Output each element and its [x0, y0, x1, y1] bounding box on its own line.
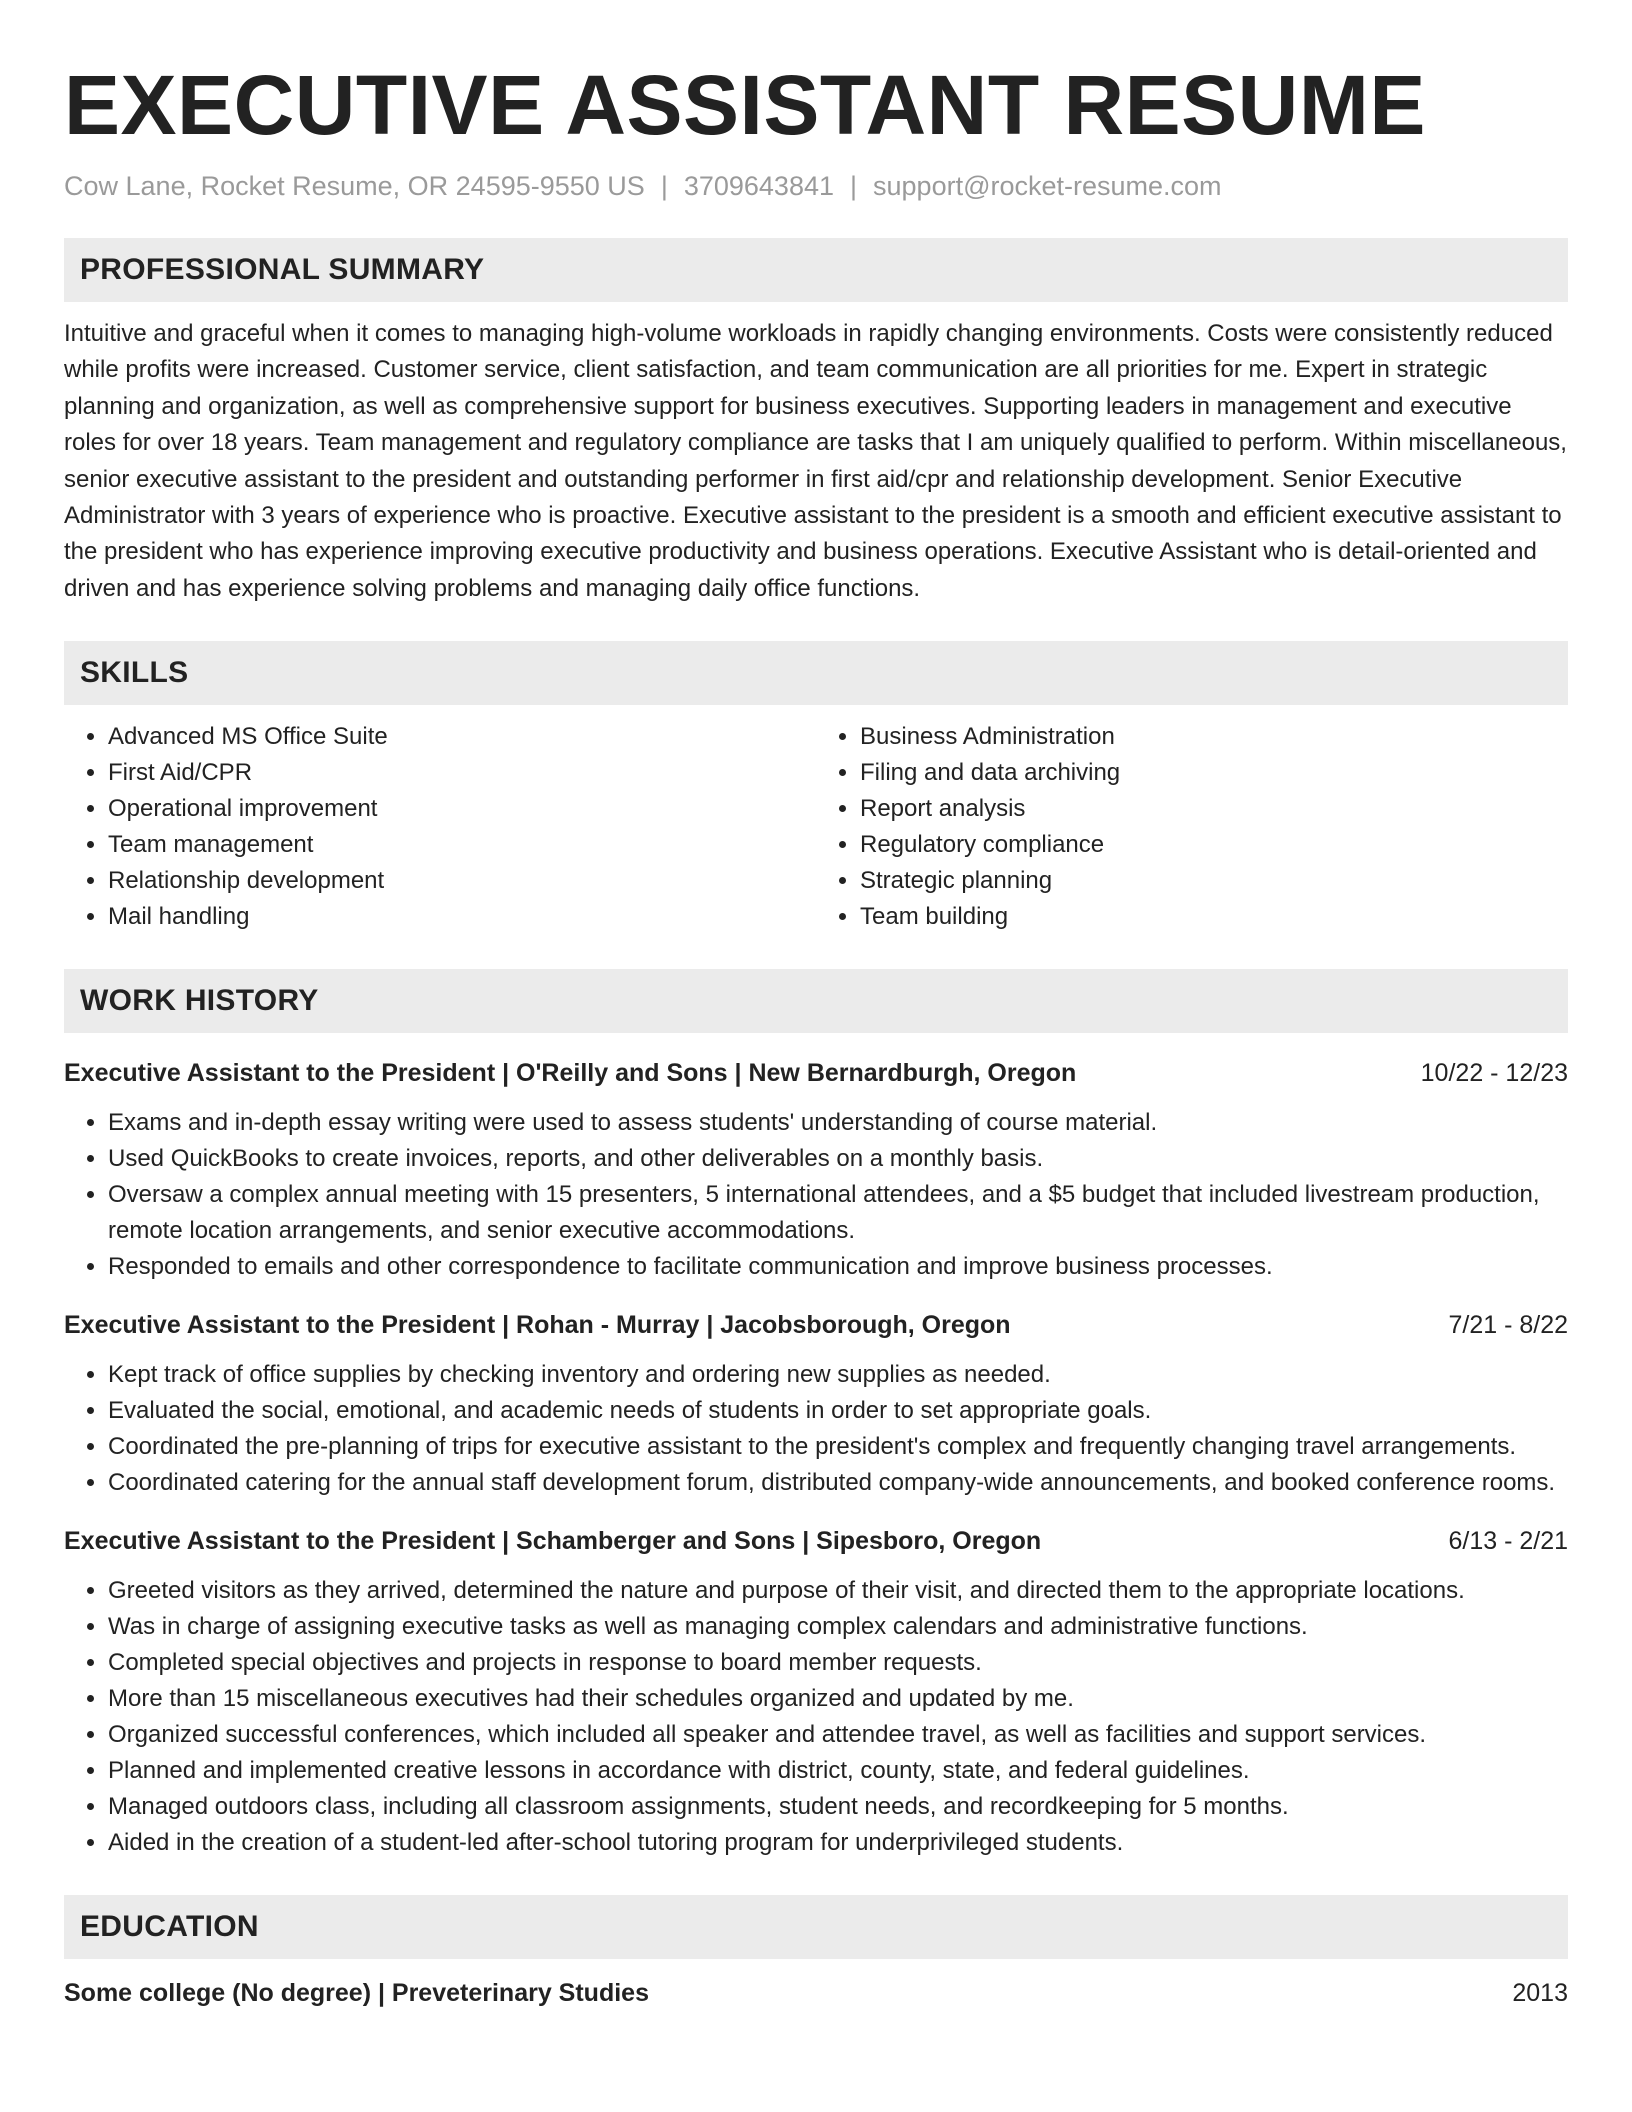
job-bullet: • Responded to emails and other correspondence to facilitate communication and improve business processes.: [108, 1249, 1568, 1285]
job-bullet: • Greeted visitors as they arrived, determined the nature and purpose of their visit, and directed them to the appropriate locations.: [108, 1573, 1568, 1609]
skills-column-right: [816, 719, 1568, 935]
job-bullet: • Coordinated catering for the annual staff development forum, distributed company-wide announcements, and booked conference rooms.: [108, 1465, 1568, 1501]
contact-email: support@rocket-resume.com: [873, 171, 1222, 201]
job-dates: 10/22 - 12/23: [1420, 1059, 1568, 1088]
skill-item: • Team management: [108, 827, 816, 863]
job-header: [64, 1307, 1568, 1343]
job-bullet: • Aided in the creation of a student-led after-school tutoring program for underprivileged students.: [108, 1825, 1568, 1861]
job-bullet: • Was in charge of assigning executive tasks as well as managing complex calendars and administrative functions.: [108, 1609, 1568, 1645]
job-bullet: • Kept track of office supplies by checking inventory and ordering new supplies as needed.: [108, 1357, 1568, 1393]
skill-item: • Regulatory compliance: [860, 827, 1568, 863]
summary-heading: PROFESSIONAL SUMMARY: [80, 253, 485, 286]
education-section-header: [64, 1895, 1568, 1959]
skill-item: • Relationship development: [108, 863, 816, 899]
contact-phone: 3709643841: [683, 171, 834, 201]
job-title: Executive Assistant to the President | Rohan - Murray | Jacobsborough, Oregon: [64, 1311, 1011, 1340]
skill-item: • Operational improvement: [108, 791, 816, 827]
job-bullet: • Used QuickBooks to create invoices, reports, and other deliverables on a monthly basis.: [108, 1141, 1568, 1177]
contact-line: [64, 168, 1568, 204]
education-header: [64, 1975, 1568, 2011]
job-bullet: • Evaluated the social, emotional, and academic needs of students in order to set appropriate goals.: [108, 1393, 1568, 1429]
job-title: Executive Assistant to the President | O'Reilly and Sons | New Bernardburgh, Oregon: [64, 1059, 1077, 1088]
skill-item: • Mail handling: [108, 899, 816, 935]
skills-heading: SKILLS: [80, 656, 189, 690]
contact-address: Cow Lane, Rocket Resume, OR 24595-9550 US: [64, 171, 645, 201]
skills-list: [64, 719, 1568, 935]
skill-item: • Team building: [860, 899, 1568, 935]
job-bullet: • Completed special objectives and projects in response to board member requests.: [108, 1645, 1568, 1681]
job-bullet: • More than 15 miscellaneous executives had their schedules organized and updated by me.: [108, 1681, 1568, 1717]
job-entry: [64, 1523, 1568, 1861]
job-title: Executive Assistant to the President | Schamberger and Sons | Sipesboro, Oregon: [64, 1527, 1042, 1556]
skill-item: • Filing and data archiving: [860, 755, 1568, 791]
skills-column-left: [64, 719, 816, 935]
skill-item: • Strategic planning: [860, 863, 1568, 899]
contact-separator: |: [850, 171, 858, 201]
job-header: [64, 1055, 1568, 1091]
education-heading: EDUCATION: [80, 1910, 259, 1944]
job-bullet: • Coordinated the pre-planning of trips for executive assistant to the president's complex and frequently changing travel arrangements.: [108, 1429, 1568, 1465]
skill-item: • Report analysis: [860, 791, 1568, 827]
summary-text: Intuitive and graceful when it comes to managing high-volume workloads in rapidly changing environments. Costs were consistently reduced while profits were increased. Customer service, client satisfaction, and team communication are all priorities for me. Expert in strategic planning and organization, as well as comprehensive support for business executives. Supporting leaders in management and executive roles for over 18 years. Team management and regulatory compliance are tasks that I am uniquely qualified to perform. Within miscellaneous, senior executive assistant to the president and outstanding performer in first aid/cpr and relationship development. Senior Executive Administrator with 3 years of experience who is proactive. Executive assistant to the president is a smooth and efficient executive assistant to the president who has experience improving executive productivity and business operations. Executive Assistant who is detail-oriented and driven and has experience solving problems and managing daily office functions.: [64, 320, 1567, 602]
job-bullet: • Planned and implemented creative lessons in accordance with district, county, state, and federal guidelines.: [108, 1753, 1568, 1789]
job-dates: 6/13 - 2/21: [1448, 1527, 1568, 1556]
education-entry: [64, 1975, 1568, 2011]
skill-item: • Business Administration: [860, 719, 1568, 755]
job-bullets: [64, 1573, 1568, 1861]
job-bullet: • Organized successful conferences, which included all speaker and attendee travel, as well as facilities and support services.: [108, 1717, 1568, 1753]
job-bullet: • Managed outdoors class, including all classroom assignments, student needs, and recordkeeping for 5 months.: [108, 1789, 1568, 1825]
job-header: [64, 1523, 1568, 1559]
skills-section-header: [64, 641, 1568, 705]
skill-item: • Advanced MS Office Suite: [108, 719, 816, 755]
job-bullets: [64, 1105, 1568, 1285]
job-entry: [64, 1307, 1568, 1501]
education-title: Some college (No degree) | Preveterinary Studies: [64, 1979, 649, 2008]
job-entry: [64, 1055, 1568, 1285]
job-bullet: • Exams and in-depth essay writing were used to assess students' understanding of course material.: [108, 1105, 1568, 1141]
work-heading: WORK HISTORY: [80, 984, 319, 1018]
resume-title: EXECUTIVE ASSISTANT RESUME: [64, 58, 1426, 152]
contact-separator: |: [660, 171, 668, 201]
work-section-header: [64, 969, 1568, 1033]
job-bullets: [64, 1357, 1568, 1501]
skill-item: • First Aid/CPR: [108, 755, 816, 791]
education-dates: 2013: [1512, 1979, 1568, 2008]
summary-section-header: [64, 238, 1568, 302]
job-bullet: • Oversaw a complex annual meeting with 15 presenters, 5 international attendees, and a $5 budget that included livestream production, remote location arrangements, and senior executive accommodations.: [108, 1177, 1568, 1249]
job-dates: 7/21 - 8/22: [1448, 1311, 1568, 1340]
